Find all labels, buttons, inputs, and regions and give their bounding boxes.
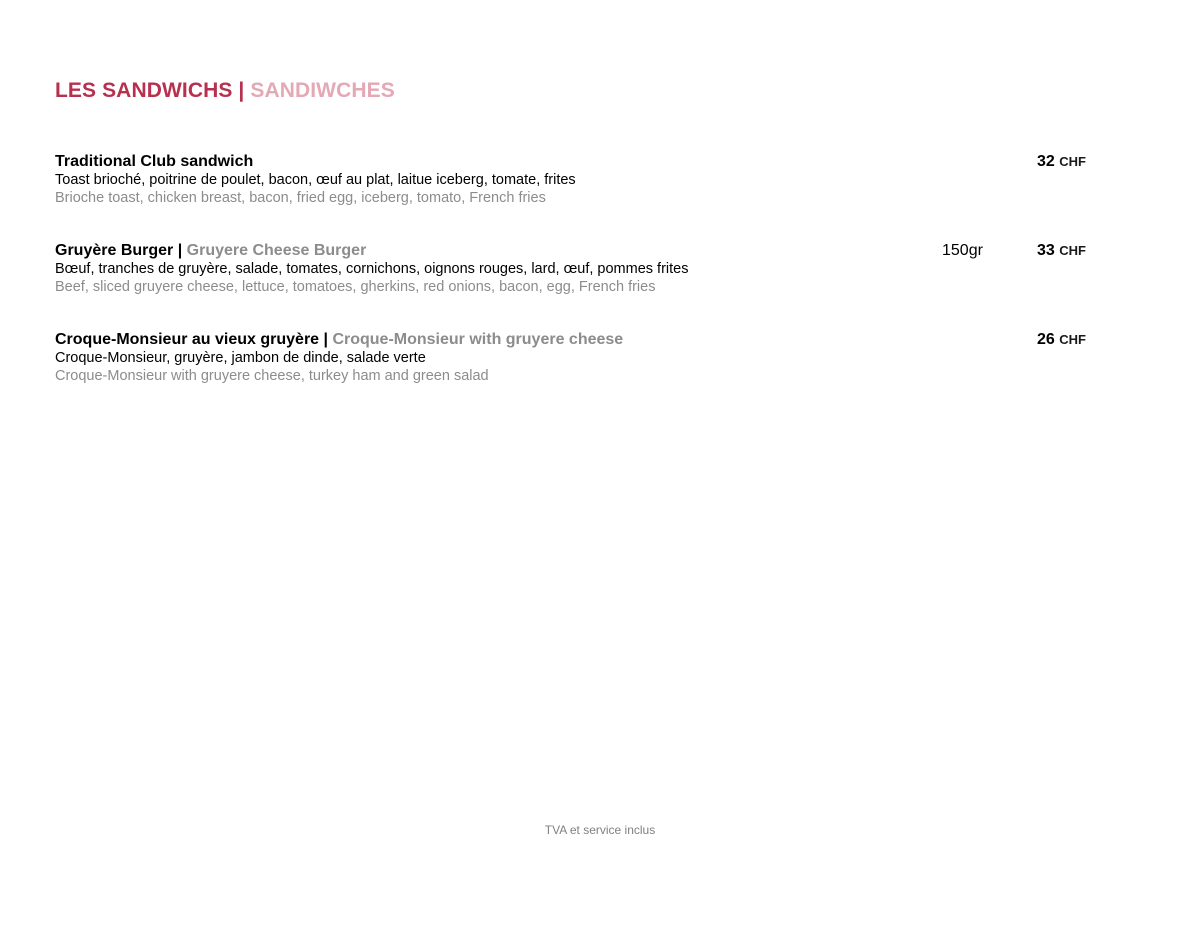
item-name-separator: | — [323, 331, 328, 348]
item-description-fr: Bœuf, tranches de gruyère, salade, tomates, cornichons, oignons rouges, lard, œuf, pommes frites — [55, 261, 689, 277]
menu-item — [55, 330, 1095, 390]
section-title-separator: | — [238, 79, 245, 102]
item-description-fr: Toast brioché, poitrine de poulet, bacon, œuf au plat, laitue iceberg, tomate, frites — [55, 172, 576, 188]
item-name-separator: | — [177, 242, 183, 259]
footer-note: TVA et service inclus — [544, 823, 656, 837]
item-price-value: 32 — [1037, 153, 1055, 170]
item-name-fr: Croque-Monsieur au vieux gruyère — [55, 331, 320, 348]
item-price-currency: CHF — [1059, 243, 1086, 258]
item-price-value: 26 — [1037, 331, 1055, 348]
section-title-fr: LES SANDWICHS — [55, 79, 233, 102]
item-name-en: Croque-Monsieur with gruyere cheese — [332, 331, 624, 348]
item-price — [1037, 330, 1086, 349]
item-name-en: Gruyere Cheese Burger — [186, 242, 367, 259]
item-description-en: Croque-Monsieur with gruyere cheese, turkey ham and green salad — [55, 368, 489, 384]
item-price-value: 33 — [1037, 242, 1055, 259]
item-name-fr: Gruyère Burger — [55, 242, 174, 259]
menu-item — [55, 152, 1095, 212]
item-description-en: Brioche toast, chicken breast, bacon, fried egg, iceberg, tomato, French fries — [55, 190, 546, 206]
item-name — [55, 330, 623, 349]
item-name-fr: Traditional Club sandwich — [55, 153, 254, 170]
section-title-en: SANDIWCHES — [250, 79, 395, 102]
menu-item — [55, 241, 1095, 301]
item-name — [55, 241, 366, 260]
item-description-en: Beef, sliced gruyere cheese, lettuce, tomatoes, gherkins, red onions, bacon, egg, French fries — [55, 279, 656, 295]
item-name — [55, 152, 253, 171]
item-price-currency: CHF — [1059, 332, 1086, 347]
item-price-currency: CHF — [1059, 154, 1086, 169]
item-price — [1037, 152, 1086, 171]
item-description-fr: Croque-Monsieur, gruyère, jambon de dinde, salade verte — [55, 350, 426, 366]
item-weight: 150gr — [942, 242, 983, 259]
section-title — [55, 79, 395, 103]
item-price — [1037, 241, 1086, 260]
